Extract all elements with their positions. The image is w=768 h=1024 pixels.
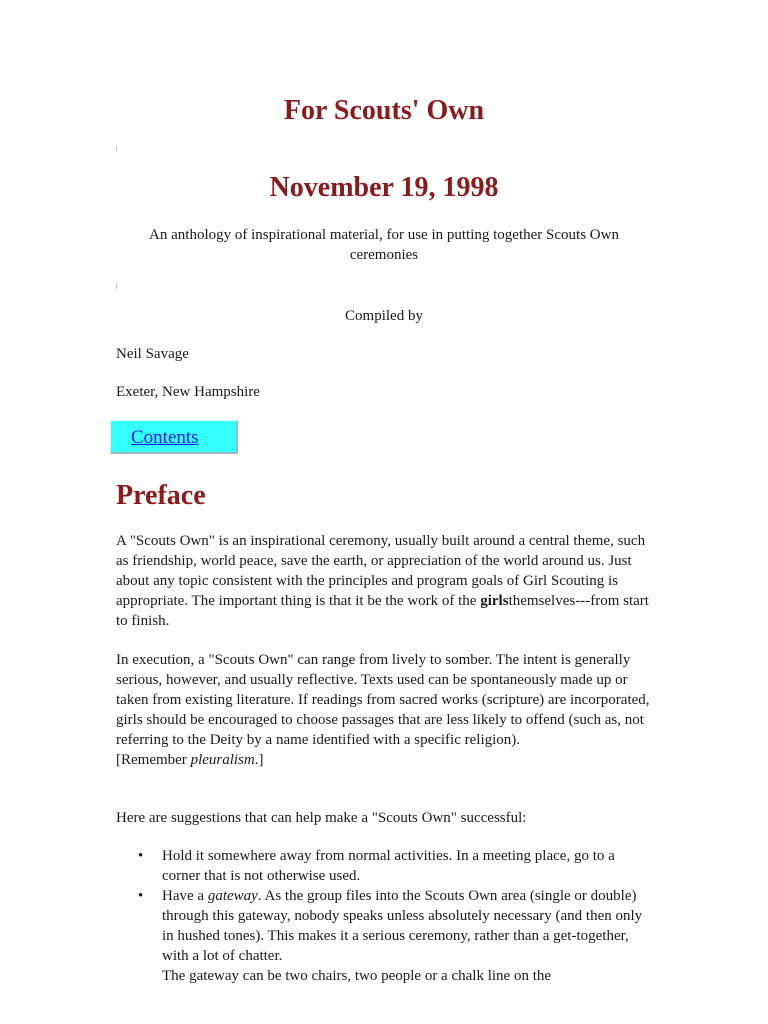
list-item bbox=[116, 846, 656, 886]
author-location: Exeter, New Hampshire bbox=[116, 384, 260, 400]
document-subtitle: An anthology of inspirational material, for use in putting together Scouts Own ceremonies bbox=[149, 227, 619, 263]
contents-link[interactable]: Contents bbox=[131, 427, 199, 448]
divider-mark bbox=[116, 283, 117, 289]
preface-paragraph-3: Here are suggestions that can help make a "Scouts Own" successful: bbox=[116, 810, 527, 826]
list-item bbox=[116, 886, 656, 986]
remember-open: [Remember bbox=[116, 752, 191, 768]
list-item-text: . As the group files into the Scouts Own area (single or double) through this gateway, nobody speaks unless absolutely necessary (and then only in hushed tones). This makes it a serious ceremony, rather than a get-together, with a lot of chatter. bbox=[162, 888, 643, 964]
paragraph-text: In execution, a "Scouts Own" can range from lively to somber. The intent is generally serious, however, and usually reflective. Texts used can be spontaneously made up or taken from existing literature. If readings from sacred works (scripture) are incorporated, girls should be encouraged to choose passages that are less likely to offend (such as, not referring to the Deity by a name identified with a specific religion). bbox=[116, 652, 650, 748]
document-title: For Scouts' Own bbox=[283, 95, 485, 126]
list-item-text: Have a bbox=[162, 888, 208, 904]
divider-mark bbox=[116, 146, 117, 152]
preface-paragraph-1 bbox=[116, 531, 656, 631]
list-item-continuation: The gateway can be two chairs, two people or a chalk line on the bbox=[162, 968, 552, 984]
preface-heading: Preface bbox=[116, 480, 206, 511]
suggestions-list bbox=[116, 846, 656, 986]
contents-button[interactable] bbox=[110, 420, 238, 454]
author-name: Neil Savage bbox=[116, 346, 189, 362]
compiled-by-label: Compiled by bbox=[345, 308, 423, 324]
emphasis-gateway: gateway bbox=[207, 888, 258, 904]
document-date: November 19, 1998 bbox=[269, 172, 499, 203]
paragraph-text: themselves---from start to finish. bbox=[116, 593, 649, 629]
paragraph-text: A "Scouts Own" is an inspirational ceremony, usually built around a central theme, such as friendship, world peace, save the earth, or appreciation of the world around us. Just about any topic consistent with the principles and program goals of Girl Scouting is appropriate. The important thing is that it be the work of the bbox=[116, 533, 646, 609]
remember-close: .] bbox=[254, 752, 264, 768]
list-item-text: Hold it somewhere away from normal activities. In a meeting place, go to a corner that is not otherwise used. bbox=[162, 848, 615, 884]
emphasis-girls: girls bbox=[480, 593, 509, 609]
remember-note bbox=[116, 752, 263, 768]
remember-emphasis: pleuralism bbox=[190, 752, 255, 768]
preface-paragraph-2 bbox=[116, 650, 656, 770]
